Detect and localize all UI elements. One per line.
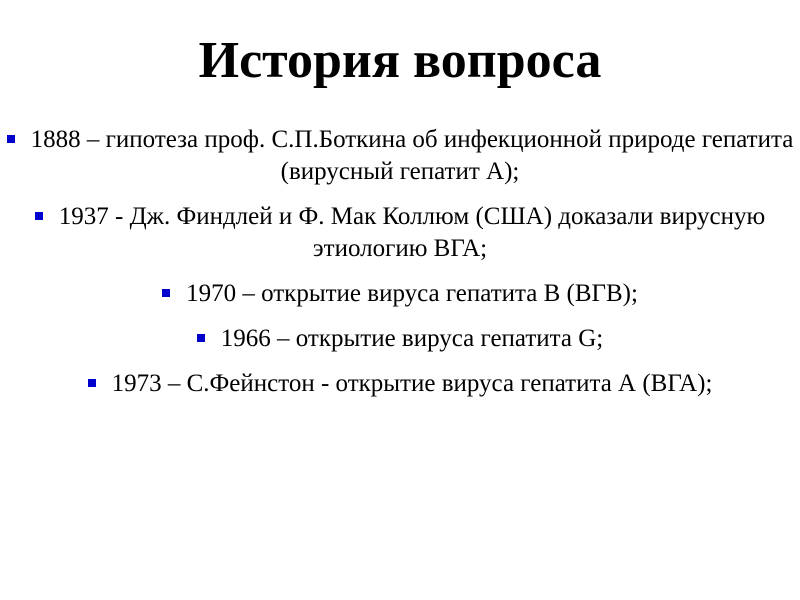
bullet-list bbox=[0, 124, 800, 413]
square-bullet-icon bbox=[88, 379, 96, 387]
list-item bbox=[0, 124, 800, 188]
list-item-text: 1888 – гипотеза проф. С.П.Боткина об инфекционной природе гепатита (вирусный гепатит А); bbox=[30, 126, 794, 185]
list-item bbox=[0, 201, 800, 265]
list-item-text: 1966 – открытие вируса гепатита G; bbox=[220, 325, 604, 352]
list-item bbox=[0, 368, 800, 400]
square-bullet-icon bbox=[35, 212, 43, 220]
list-item-text: 1973 – С.Фейнстон - открытие вируса гепатита А (ВГА); bbox=[111, 370, 713, 397]
list-item-text: 1970 – открытие вируса гепатита В (ВГВ); bbox=[186, 280, 638, 307]
square-bullet-icon bbox=[7, 135, 15, 143]
list-item-text: 1937 - Дж. Финдлей и Ф. Мак Коллюм (США) доказали вирусную этиологию ВГА; bbox=[58, 203, 766, 262]
square-bullet-icon bbox=[197, 334, 205, 342]
list-item bbox=[0, 323, 800, 355]
list-item bbox=[0, 278, 800, 310]
slide-title: История вопроса bbox=[198, 32, 602, 89]
square-bullet-icon bbox=[162, 289, 170, 297]
